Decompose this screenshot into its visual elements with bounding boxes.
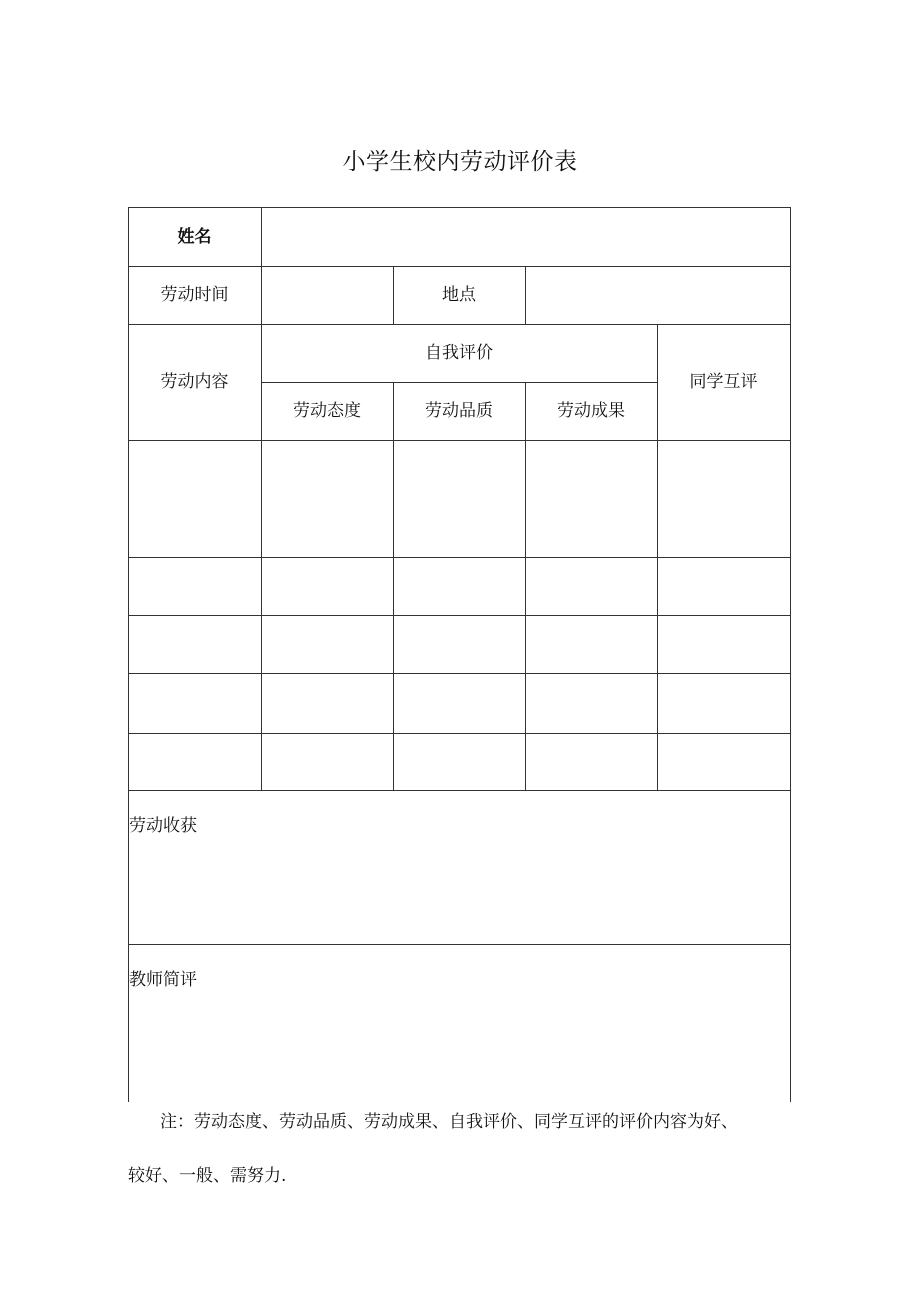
time-field[interactable] xyxy=(262,267,393,324)
note-line-1: 注：劳动态度、劳动品质、劳动成果、自我评价、同学互评的评价内容为好、 xyxy=(160,1112,738,1132)
row-divider-header xyxy=(128,440,791,441)
row-divider-data-5 xyxy=(128,790,791,791)
name-field[interactable] xyxy=(262,208,790,266)
result-label: 劳动成果 xyxy=(557,401,625,421)
row-divider-data-3 xyxy=(128,673,791,674)
name-label: 姓名 xyxy=(177,226,212,247)
time-label: 劳动时间 xyxy=(160,285,229,305)
teacher-comment-label: 教师简评 xyxy=(129,970,197,990)
peer-eval-label: 同学互评 xyxy=(689,372,758,392)
place-field[interactable] xyxy=(526,267,790,324)
col-divider-3-body xyxy=(525,382,526,791)
content-label: 劳动内容 xyxy=(160,372,229,392)
attitude-label: 劳动态度 xyxy=(293,401,361,421)
row-divider-data-2 xyxy=(128,615,791,616)
quality-label: 劳动品质 xyxy=(425,401,493,421)
place-label: 地点 xyxy=(442,285,476,305)
col-divider-2-body xyxy=(393,382,394,791)
self-eval-label: 自我评价 xyxy=(425,343,493,363)
page-title: 小学生校内劳动评价表 xyxy=(342,149,578,175)
note-line-2: 较好、一般、需努力. xyxy=(128,1166,287,1186)
teacher-comment-field[interactable] xyxy=(129,999,790,1102)
harvest-field[interactable] xyxy=(129,845,790,944)
harvest-label: 劳动收获 xyxy=(129,816,197,836)
row-divider-data-1 xyxy=(128,557,791,558)
row-divider-harvest xyxy=(128,944,791,945)
row-divider-data-4 xyxy=(128,733,791,734)
table-right-border xyxy=(790,207,791,1102)
